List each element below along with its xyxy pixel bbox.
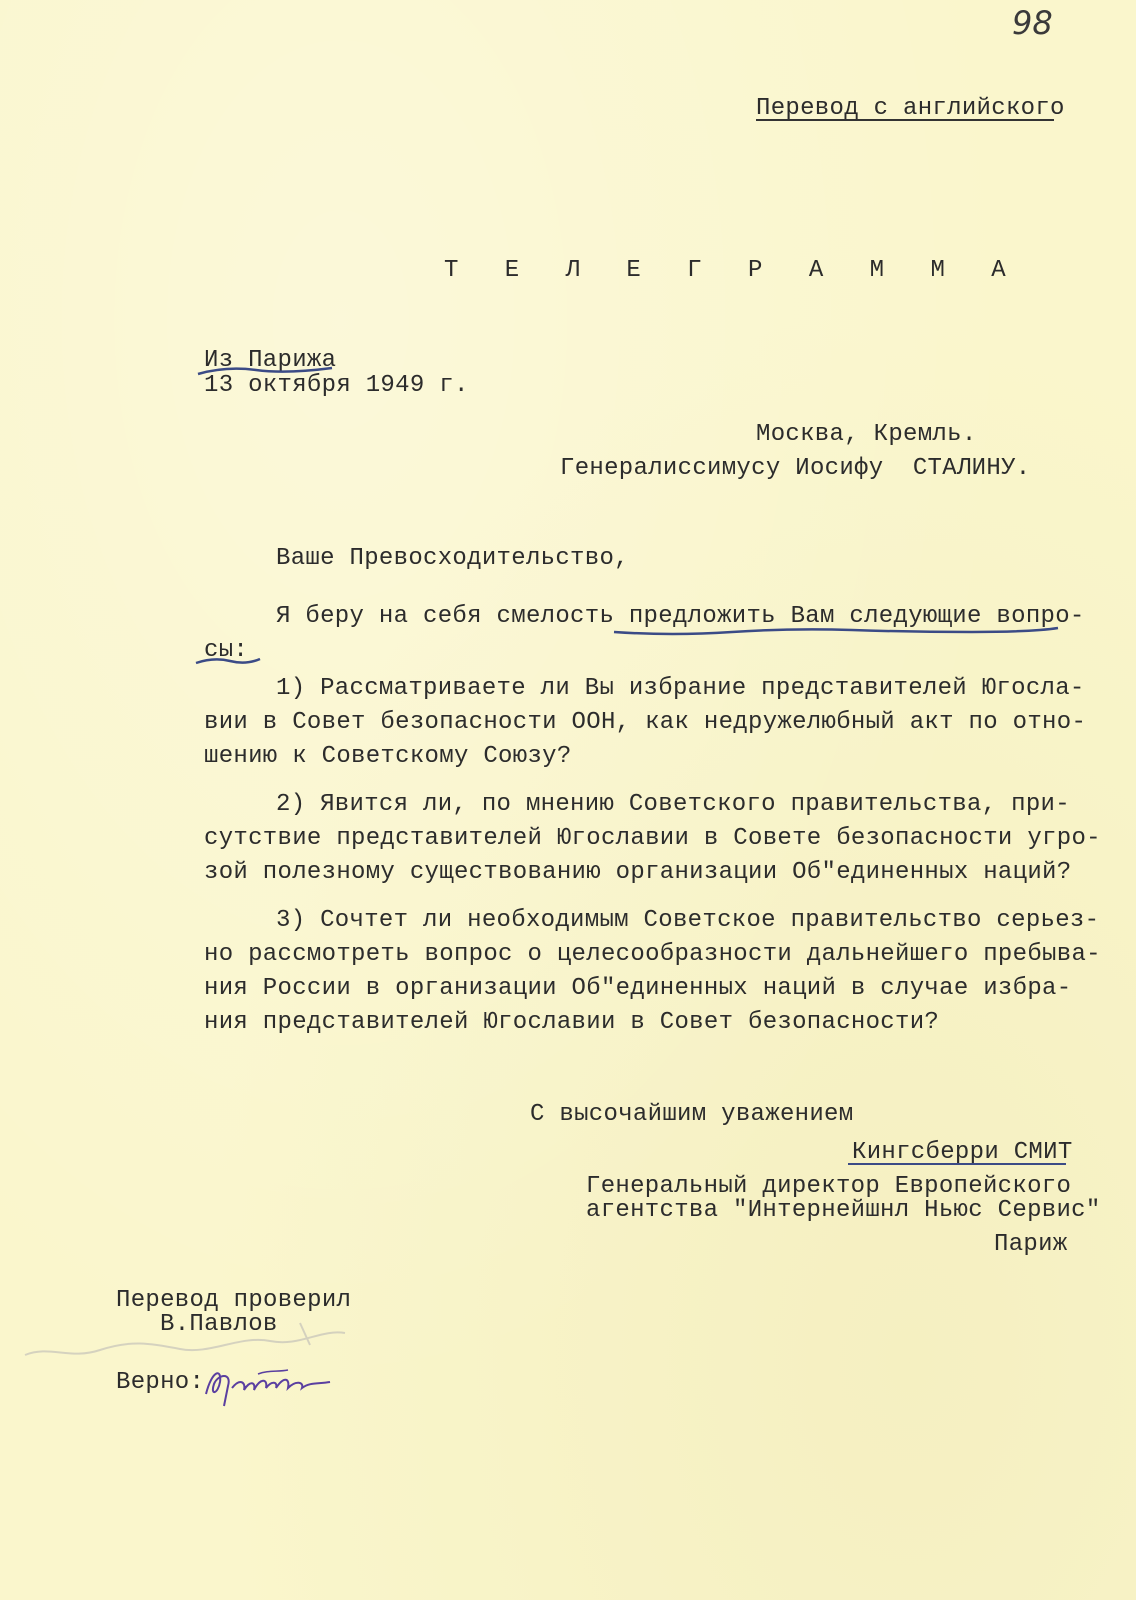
addressee-line-1: Москва, Кремль. — [756, 421, 977, 448]
question-3-line-2: но рассмотреть вопрос о целесообразности дальнейшего пребыва- — [204, 941, 1101, 968]
intro-line-2-underline — [194, 654, 264, 668]
question-3-line-4: ния представителей Югославии в Совет безопасности? — [204, 1009, 940, 1036]
addressee-line-2: Генералиссимусу Иосифу СТАЛИНУ. — [560, 455, 1031, 482]
question-3-line-3: ния России в организации Об"единенных наций в случае избра- — [204, 975, 1072, 1002]
sender-position-line-2: агентства "Интернейшнл Ньюс Сервис" — [586, 1197, 1101, 1224]
origin-place: Из Парижа — [204, 347, 337, 374]
question-1-line-2: вии в Совет безопасности ООН, как недружелюбный акт по отно- — [204, 709, 1087, 736]
question-1-line-1: 1) Рассматриваете ли Вы избрание представителей Югосла- — [276, 675, 1085, 702]
translation-checked-label: Перевод проверил — [116, 1287, 352, 1314]
question-1-line-3: шению к Советскому Союзу? — [204, 743, 572, 770]
translation-note: Перевод с английского — [756, 95, 1065, 122]
document-title: Т Е Л Е Г Р А М М А — [444, 257, 1022, 284]
handwritten-signature — [198, 1360, 338, 1410]
question-2-line-3: зой полезному существованию организации Об"единенных наций? — [204, 859, 1072, 886]
origin-date: 13 октября 1949 г. — [204, 372, 469, 399]
sender-city: Париж — [994, 1231, 1068, 1258]
closing-regards: С высочайшим уважением — [530, 1101, 854, 1128]
translation-checker-name: В.Павлов — [160, 1311, 278, 1338]
sender-name: Кингсберри СМИТ — [852, 1139, 1073, 1166]
question-2-line-1: 2) Явится ли, по мнению Советского правительства, при- — [276, 791, 1070, 818]
translation-note-underline — [756, 119, 1054, 121]
intro-line-1: Я беру на себя смелость предложить Вам следующие вопро- — [276, 603, 1085, 630]
certified-label: Верно: — [116, 1369, 205, 1396]
salutation: Ваше Превосходительство, — [276, 545, 629, 572]
intro-underline — [612, 622, 1062, 638]
sender-name-underline — [848, 1163, 1066, 1165]
question-3-line-1: 3) Сочтет ли необходимым Советское правительство серьез- — [276, 907, 1100, 934]
folio-number: 98 — [1012, 4, 1053, 42]
sender-position-line-1: Генеральный директор Европейского — [586, 1173, 1072, 1200]
intro-line-2: сы: — [204, 637, 249, 664]
question-2-line-2: сутствие представителей Югославии в Совете безопасности угро- — [204, 825, 1101, 852]
